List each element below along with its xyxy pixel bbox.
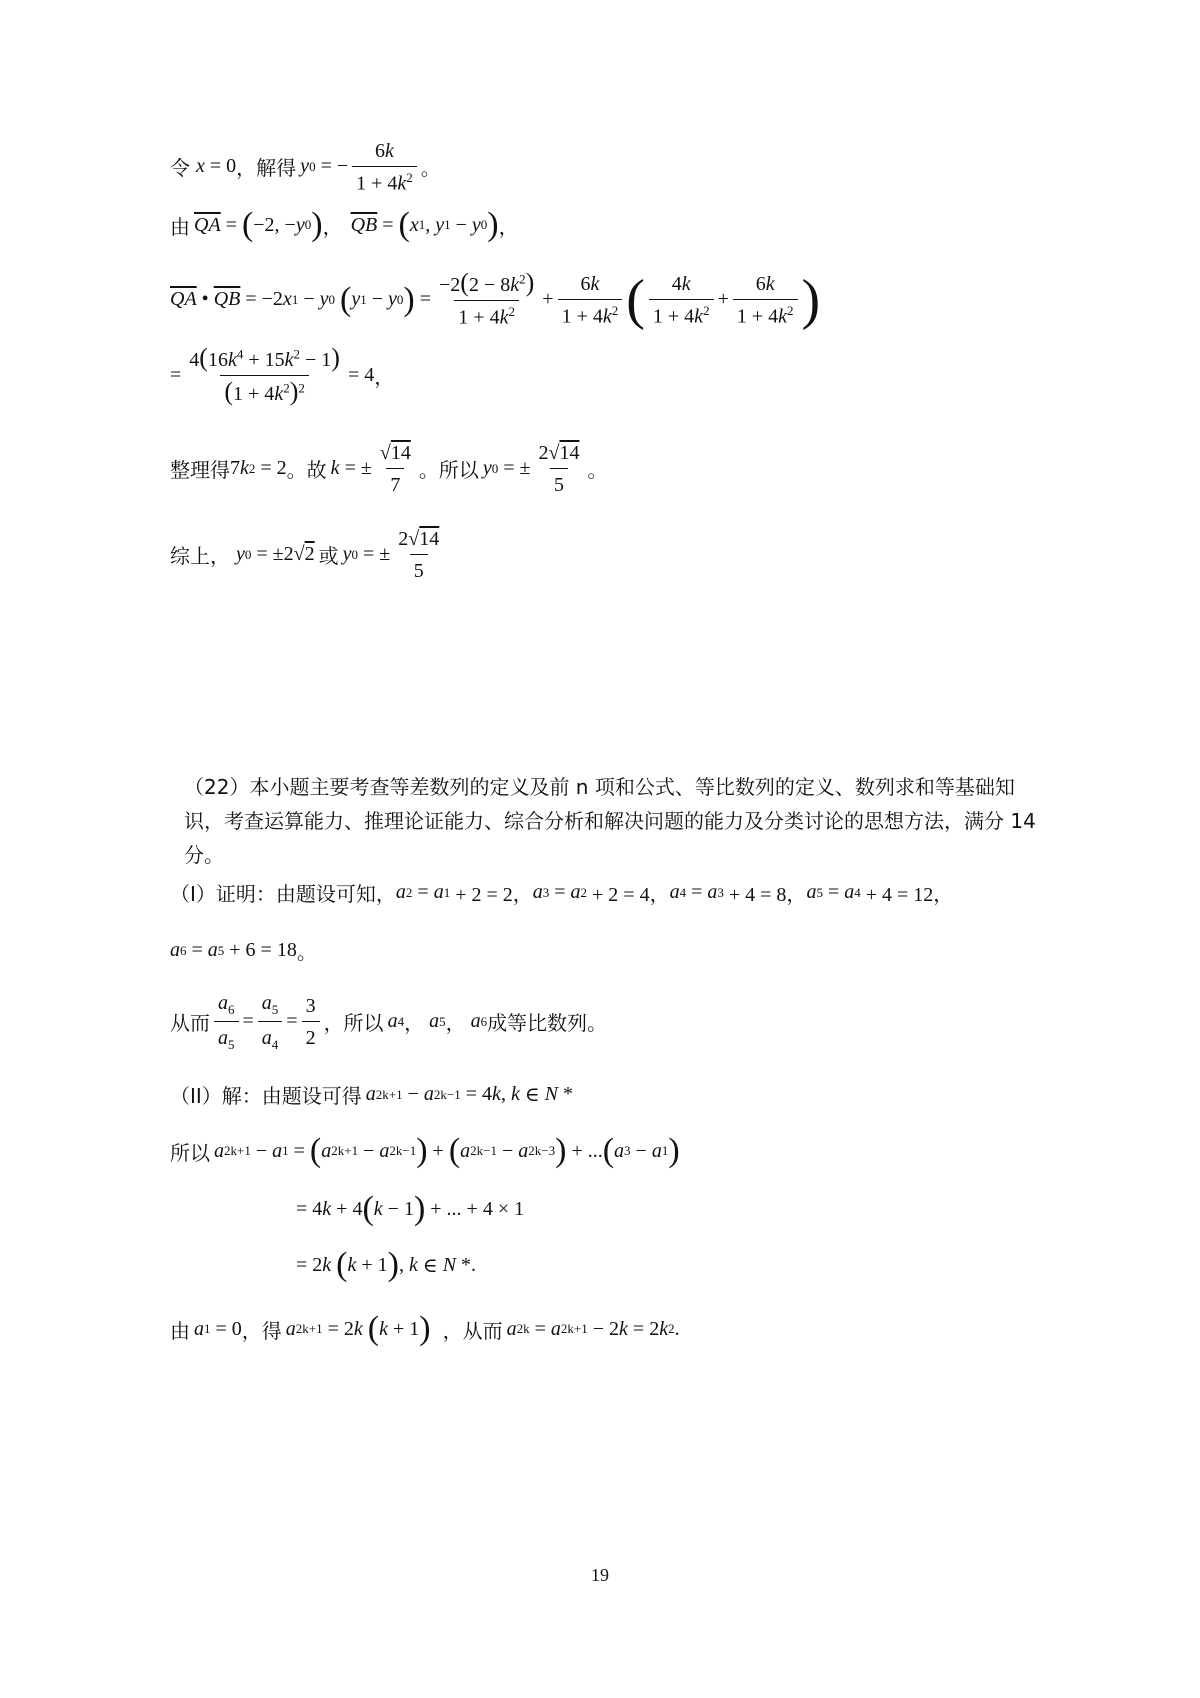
text: ，从而: [442, 1318, 503, 1343]
text: 由: [170, 1318, 190, 1343]
text: ，: [374, 365, 395, 389]
text: 由: [170, 214, 190, 239]
text: （I）证明：由题设可知，: [170, 882, 396, 906]
text: 从而: [170, 1011, 210, 1035]
text: ，所以: [323, 1011, 384, 1035]
text: （II）解：由题设可得: [170, 1084, 362, 1108]
fraction: $\frac{4(16k^4 + 15k^2 - 1)}{(1 + 4k^2)^2}$: [189, 343, 340, 406]
text: 所以: [170, 1140, 210, 1165]
fraction: $\frac{-2(2 - 8k^2)}{1 + 4k^2}$: [438, 268, 535, 329]
fraction: $\frac{6k}{1 + 4k^2}$: [558, 271, 623, 329]
text: ，: [498, 214, 519, 239]
part-2-line-1: （II）解：由题设可得 a 2k+1 − a 2k−1 = 4 k , k ∈ N *: [170, 1080, 573, 1109]
text: ，: [322, 214, 343, 239]
fraction: $\frac{√14}{7}$: [379, 442, 411, 496]
part-2-line-3: = 4 k + 4 ( k − 1 ) + ... + 4 × 1: [296, 1190, 525, 1227]
text: 或: [318, 544, 339, 568]
text: 。: [587, 458, 608, 482]
equation-line-5: 整理得 7 k 2 = 2 。故 k = ± $\frac{√14}{7}$ 。所以 y 0 = ± $\frac{2√14}{5}$ 。: [170, 442, 608, 496]
fraction: $\frac{a_6}{a_5}$: [214, 990, 239, 1053]
fraction: $\frac{2√14}{5}$: [398, 528, 440, 582]
page-number: 19: [591, 1565, 609, 1585]
part-1-line-3: 从而 $\frac{a_6}{a_5}$ = $\frac{a_5}{a_4}$ = $\frac{3}{2}$ ，所以 a 4 ， a 5 ， a 6 成等比数列。: [170, 992, 608, 1052]
text: ，得: [241, 1318, 282, 1343]
text: ，解得: [236, 156, 297, 181]
text: 。所以: [418, 458, 479, 482]
part-1-line-1: （I）证明：由题设可知， a 2 = a 1 + 2 = 2， a 3 = a 2 + 2 = 4， a 4 = a 3 + 4 = 8， a 5 = a 4 + 4 = 12，: [170, 878, 953, 907]
equation-line-4: = $\frac{4(16k^4 + 15k^2 - 1)}{(1 + 4k^2)^2}$ = 4 ，: [170, 343, 395, 406]
text: 综上，: [170, 544, 230, 568]
fraction: $\frac{4k}{1 + 4k^2}$: [649, 271, 714, 329]
equation-line-3: $\overline{QA}$ • $\overline{QB}$ = −2 x 1 − y 0 ( y 1 − y 0 ) = $\frac{-2(2 - 8k^2)}{1 + 4k^2}$ + $\frac{6k}{1 + 4k^2}$ ( $\frac{4k}{1 + 4k^2}$ + $\frac{6k}{1 + 4k^2}$ ): [170, 268, 821, 331]
fraction: $\frac{3}{2}$: [302, 993, 320, 1050]
fraction: $\frac{2√14}{5}$: [538, 442, 580, 496]
fraction: $\frac{6k}{1 + 4k^2}$: [733, 271, 798, 329]
fraction: $\frac{a_5}{a_4}$: [258, 990, 283, 1053]
part-2-line-2: 所以 a 2k+1 − a 1 = ( a 2k+1 − a 2k−1 ) + ( a 2k−1 − a 2k−3 ) + ... ( a 3 − a 1 ): [170, 1132, 680, 1169]
equation-line-2: 由 $\overline{QA}$ = ( −2, − y 0 ) ， $\overline{QB}$ = ( x 1 , y 1 − y 0 ) ，: [170, 206, 519, 243]
text: 成等比数列。: [487, 1011, 608, 1035]
part-1-line-2: a 6 = a 5 + 6 = 18 。: [170, 936, 317, 965]
part-2-line-5: 由 a 1 = 0 ，得 a 2k+1 = 2 k ( k + 1 ) ，从而 a 2k = a 2k+1 − 2 k = 2 k 2 .: [170, 1310, 680, 1347]
equation-line-1: 令 x = 0 ，解得 y 0 = − $\frac{6k}{1 + 4k^2}$ 。: [170, 140, 441, 195]
question-22-intro: （22）本小题主要考查等差数列的定义及前 n 项和公式、等比数列的定义、数列求和等基础知识，考查运算能力、推理论证能力、综合分析和解决问题的能力及分类讨论的思想方法，满分 14 分。: [184, 775, 1036, 867]
text: 。: [420, 156, 441, 181]
fraction: $\frac{6k}{1 + 4k^2}$: [352, 138, 417, 196]
part-2-line-4: = 2 k ( k + 1 ) , k ∈ N *.: [296, 1246, 477, 1283]
text: 。故: [286, 458, 327, 482]
text: 令: [170, 156, 190, 181]
text: 整理得: [170, 458, 230, 482]
equation-line-6: 综上， y 0 = ±2√ 2 或 y 0 = ± $\frac{2√14}{5}$: [170, 526, 447, 583]
text: 。: [296, 940, 317, 964]
